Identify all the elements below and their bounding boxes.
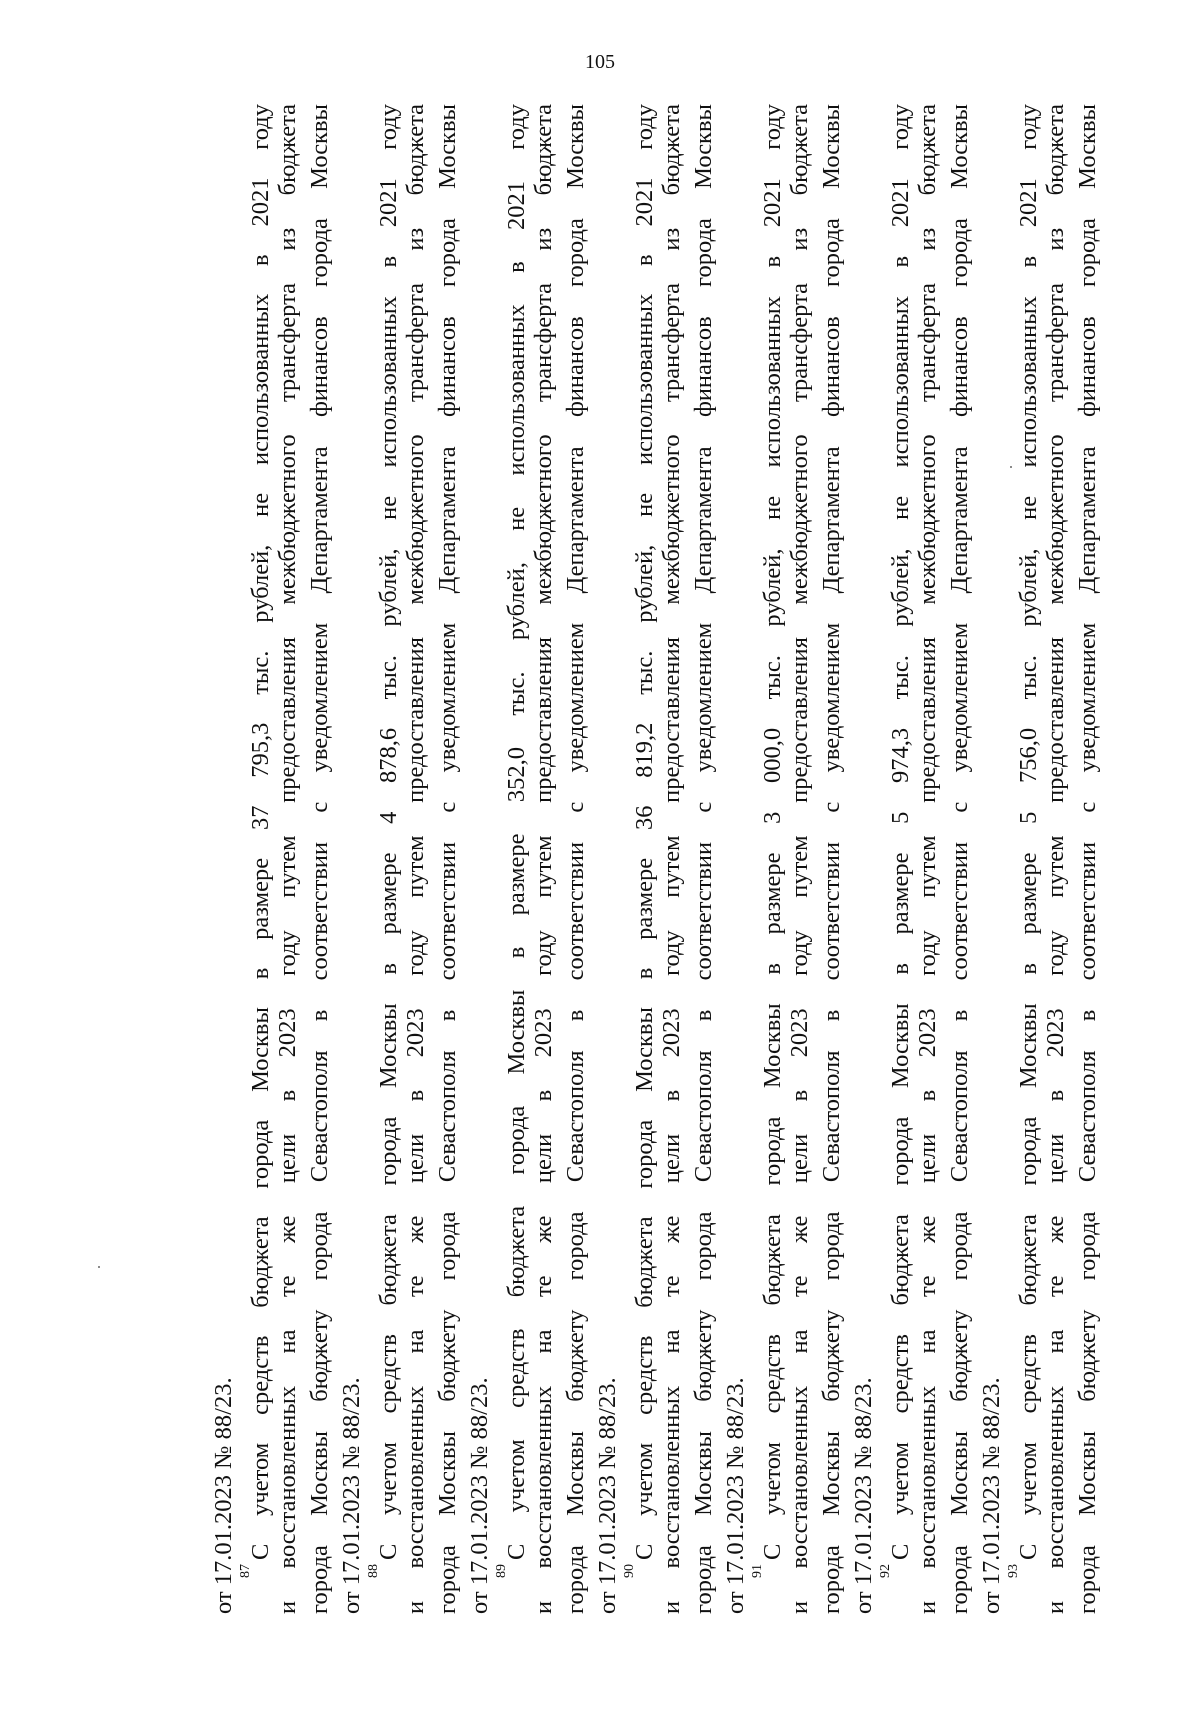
footnote-text: С учетом средств бюджета города Москвы в размере 352,0 тыс. рублей, не использованных в 2021 году bbox=[503, 104, 531, 1560]
footnote-88-line-1 bbox=[366, 104, 403, 1614]
footnote-91-line-2: и восстановленных на те же цели в 2023 году путем предоставления межбюджетного трансферта из бюджета bbox=[786, 104, 813, 1614]
footnote-91-line-1 bbox=[750, 104, 787, 1614]
footnote-88-line-2: и восстановленных на те же цели в 2023 году путем предоставления межбюджетного трансферта из бюджета bbox=[402, 104, 429, 1614]
footnote-text: С учетом средств бюджета города Москвы в размере 37 795,3 тыс. рублей, не использованных в 2021 году bbox=[247, 104, 275, 1560]
footnote-text: С учетом средств бюджета города Москвы в размере 4 878,6 тыс. рублей, не использованных в 2021 году bbox=[375, 104, 403, 1560]
footnote-number: 91 bbox=[750, 1564, 765, 1578]
footnote-87-line-3: города Москвы бюджету города Севастополя в соответствии с уведомлением Департамента финансов города Москвы bbox=[306, 104, 333, 1614]
footnote-87-line-2: и восстановленных на те же цели в 2023 году путем предоставления межбюджетного трансферта из бюджета bbox=[274, 104, 301, 1614]
footnote-93-line-2: и восстановленных на те же цели в 2023 году путем предоставления межбюджетного трансферта из бюджета bbox=[1042, 104, 1069, 1614]
footnote-89-line-1 bbox=[494, 104, 531, 1614]
footnote-91-line-3: города Москвы бюджету города Севастополя в соответствии с уведомлением Департамента финансов города Москвы bbox=[818, 104, 845, 1614]
footnote-number: 87 bbox=[238, 1564, 253, 1578]
footnote-92-line-1 bbox=[878, 104, 915, 1614]
footnote-92-line-3: города Москвы бюджету города Севастополя в соответствии с уведомлением Департамента финансов города Москвы bbox=[946, 104, 973, 1614]
footnote-text: С учетом средств бюджета города Москвы в размере 5 756,0 тыс. рублей, не использованных в 2021 году bbox=[1015, 104, 1043, 1560]
footnote-90-line-1 bbox=[622, 104, 659, 1614]
footnote-number: 89 bbox=[494, 1564, 509, 1578]
footnote-87-line-4: от 17.01.2023 № 88/23. bbox=[338, 1377, 365, 1614]
footnote-90-line-4: от 17.01.2023 № 88/23. bbox=[722, 1377, 749, 1614]
footnote-87-line-1 bbox=[238, 104, 275, 1614]
page-number: 105 bbox=[585, 51, 615, 73]
footnote-number: 90 bbox=[622, 1564, 637, 1578]
footnote-number: 92 bbox=[878, 1564, 893, 1578]
scan-speck bbox=[98, 1266, 100, 1268]
footnote-89-line-4: от 17.01.2023 № 88/23. bbox=[594, 1377, 621, 1614]
footnote-text: С учетом средств бюджета города Москвы в размере 5 974,3 тыс. рублей, не использованных в 2021 году bbox=[887, 104, 915, 1560]
footnote-89-line-2: и восстановленных на те же цели в 2023 году путем предоставления межбюджетного трансферта из бюджета bbox=[530, 104, 557, 1614]
footnote-90-line-2: и восстановленных на те же цели в 2023 году путем предоставления межбюджетного трансферта из бюджета bbox=[658, 104, 685, 1614]
rotated-text-block bbox=[208, 104, 1148, 1614]
footnote-88-line-3: города Москвы бюджету города Севастополя в соответствии с уведомлением Департамента финансов города Москвы bbox=[434, 104, 461, 1614]
footnote-89-line-3: города Москвы бюджету города Севастополя в соответствии с уведомлением Департамента финансов города Москвы bbox=[562, 104, 589, 1614]
footnote-text: С учетом средств бюджета города Москвы в размере 36 819,2 тыс. рублей, не использованных в 2021 году bbox=[631, 104, 659, 1560]
footnote-93-line-1 bbox=[1006, 104, 1043, 1614]
footnote-88-line-4: от 17.01.2023 № 88/23. bbox=[466, 1377, 493, 1614]
footnote-92-line-4: от 17.01.2023 № 88/23. bbox=[978, 1377, 1005, 1614]
footnote-93-line-3: города Москвы бюджету города Севастополя в соответствии с уведомлением Департамента финансов города Москвы bbox=[1074, 104, 1101, 1614]
footnote-90-line-3: города Москвы бюджету города Севастополя в соответствии с уведомлением Департамента финансов города Москвы bbox=[690, 104, 717, 1614]
footnote-number: 88 bbox=[366, 1564, 381, 1578]
footnote-number: 93 bbox=[1006, 1564, 1021, 1578]
footnote-92-line-2: и восстановленных на те же цели в 2023 году путем предоставления межбюджетного трансферта из бюджета bbox=[914, 104, 941, 1614]
footnote-text: С учетом средств бюджета города Москвы в размере 3 000,0 тыс. рублей, не использованных в 2021 году bbox=[759, 104, 787, 1560]
footnote-91-line-4: от 17.01.2023 № 88/23. bbox=[850, 1377, 877, 1614]
first-line: от 17.01.2023 № 88/23. bbox=[210, 1377, 237, 1614]
scan-speck bbox=[1010, 466, 1012, 468]
